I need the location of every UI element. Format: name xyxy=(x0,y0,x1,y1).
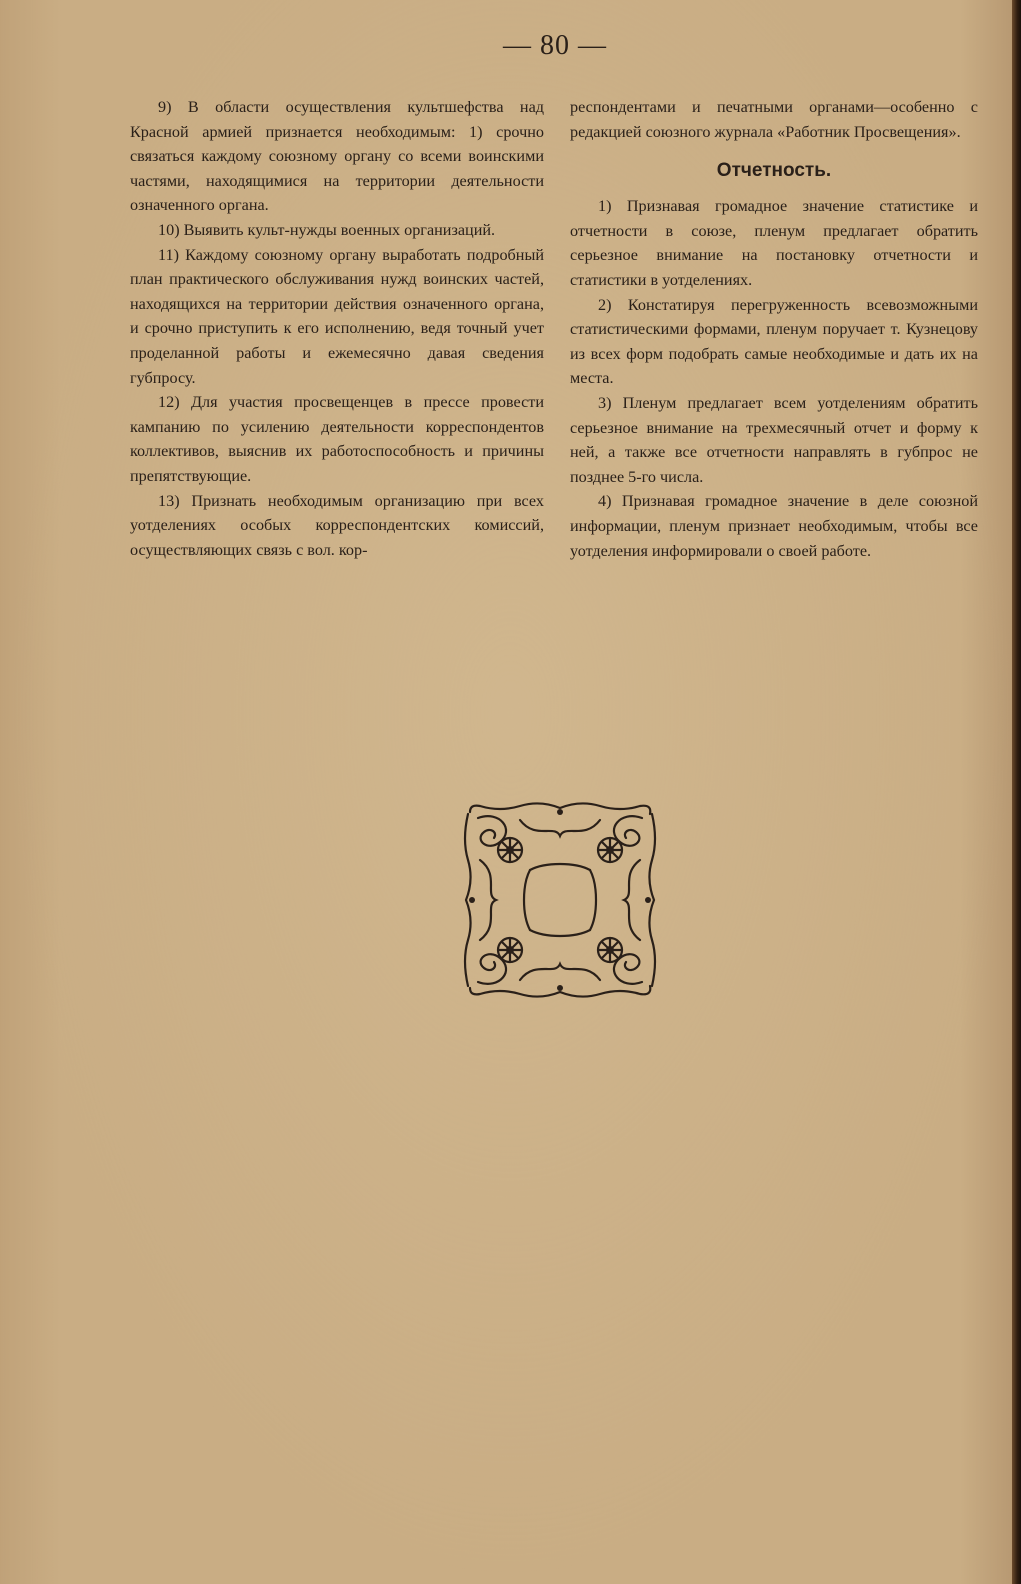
page-edge xyxy=(1012,0,1021,1584)
right-column xyxy=(570,95,978,563)
paragraph-13-continuation: респондентами и печатными органами—особенно с редакцией союзного журнала «Работник Просвещения». xyxy=(570,98,978,141)
paragraph-11: 11) Каждому союзному органу выработать подробный план практического обслуживания нужд воинских частей, находящихся на территории действия означенного органа, и срочно приступить к его исполнению, ведя точный учет проделанной работы и ежемесячно давая сведения губпросу. xyxy=(130,245,544,387)
paragraph-13: 13) Признать необходимым организацию при всех уотделениях особых корреспондентских комиссий, осуществляющих связь с вол. кор- xyxy=(130,491,544,559)
section-title-reporting: Отчетность. xyxy=(716,160,832,182)
page-number: — 80 — xyxy=(503,30,607,61)
reporting-paragraph-4: 4) Признавая громадное значение в деле союзной информации, пленум признает необходимым, чтобы все уотделения информировали о своей работе. xyxy=(570,492,978,560)
paragraph-9: 9) В области осуществления культшефства над Красной армией признается необходимым: 1) срочно связаться каждому союзному органу со всеми воинскими частями, находящимися на территории деятельности означенного органа. xyxy=(130,98,544,215)
paragraph-12: 12) Для участия просвещенцев в прессе провести кампанию по усилению деятельности корреспондентов коллективов, выяснив их работоспособность и причины препятствующие. xyxy=(130,393,544,485)
reporting-paragraph-2: 2) Констатируя перегруженность всевозможными статистическими формами, пленум поручает т. Кузнецову из всех форм подобрать самые необходимые и дать их на места. xyxy=(570,295,978,388)
left-column xyxy=(130,95,544,562)
reporting-paragraph-1: 1) Признавая громадное значение статистике и отчетности в союзе, пленум предлагает обратить серьезное внимание на постановку отчетности и статистики в уотделениях. xyxy=(570,197,978,289)
reporting-paragraph-3: 3) Пленум предлагает всем уотделениям обратить серьезное внимание на трехмесячный отчет и форму к ней, а также все отчетности направлять в губпрос не позднее 5-го числа. xyxy=(570,393,978,486)
decorative-ornament-icon xyxy=(460,800,660,1000)
paragraph-10: 10) Выявить культ-нужды военных организаций. xyxy=(158,220,496,239)
